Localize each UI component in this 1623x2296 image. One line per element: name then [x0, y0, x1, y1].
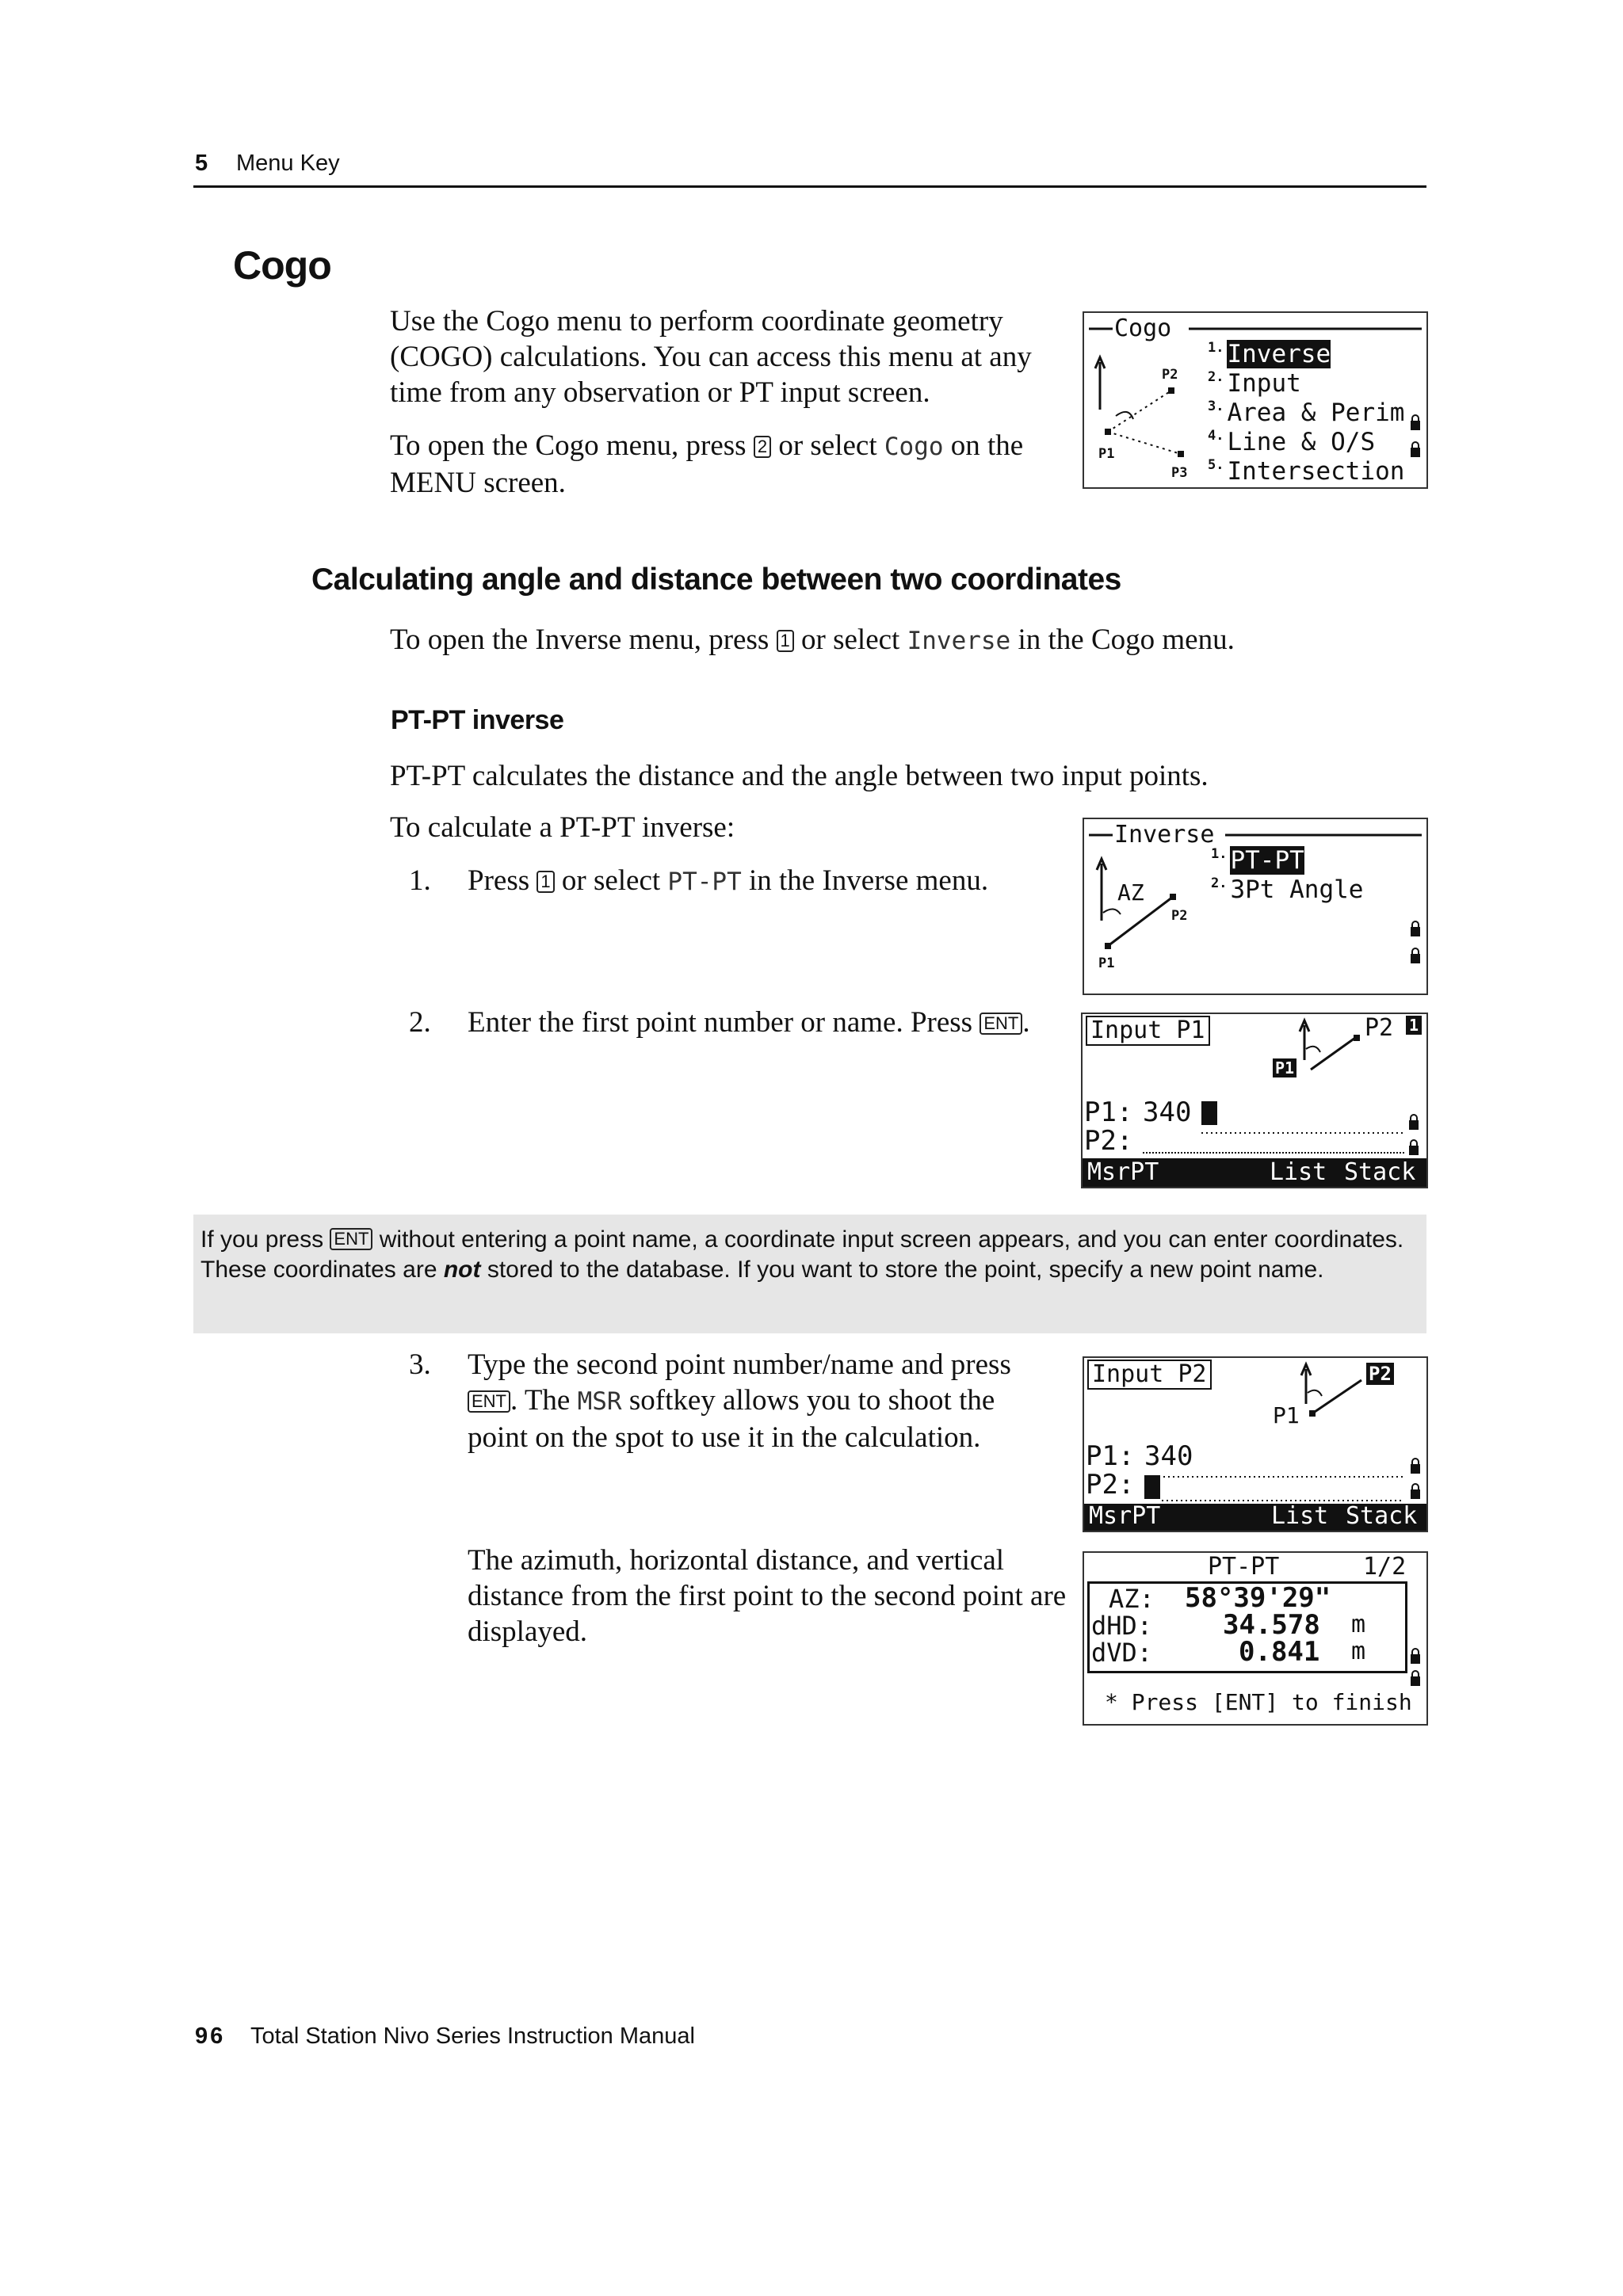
input-p1-screen	[1081, 1013, 1428, 1188]
menu-item-pt-pt[interactable]	[1211, 846, 1304, 875]
diagram-p1-label: P1	[1273, 1058, 1296, 1077]
item-label: 3Pt Angle	[1230, 875, 1364, 904]
ptpt-lead: To calculate a PT-PT inverse:	[390, 811, 735, 844]
text: stored to the database. If you want to store the point, specify a new point name.	[487, 1257, 1324, 1283]
softkey-msrpt[interactable]: MsrPT	[1089, 1502, 1161, 1530]
screen-title: PT-PT	[1208, 1553, 1280, 1581]
inverse-menu-screen	[1083, 818, 1428, 995]
item-number: 1.	[1211, 846, 1228, 862]
item-label: Intersection	[1227, 457, 1405, 486]
step-number: 2.	[409, 1006, 431, 1039]
screen-title: Input P2	[1087, 1360, 1212, 1390]
menu-code: Inverse	[907, 627, 1011, 655]
item-number: 3.	[1208, 399, 1224, 414]
softkey-stack[interactable]: Stack	[1344, 1158, 1416, 1186]
p2-field-label: P2:	[1084, 1125, 1133, 1157]
page-number: 96	[195, 2023, 226, 2049]
header-rule	[193, 185, 1426, 188]
text: If you press	[200, 1226, 324, 1253]
key-1: 1	[777, 630, 794, 652]
az-value: 58°39'29"	[1185, 1582, 1331, 1614]
menu-code: PT-PT	[667, 868, 742, 896]
menu-item-inverse[interactable]	[1208, 340, 1331, 368]
diagram-p2-label: P2	[1366, 1363, 1394, 1385]
dhd-label: dHD:	[1091, 1611, 1153, 1641]
p2-field[interactable]	[1143, 1152, 1404, 1154]
item-number: 5.	[1208, 457, 1224, 473]
ptpt-description: PT-PT calculates the distance and the angle between two input points.	[390, 760, 1209, 792]
item-number: 1.	[1208, 340, 1224, 356]
text: Type the second point number/name and press	[468, 1348, 1011, 1381]
step-number: 1.	[409, 864, 431, 897]
dvd-value: 0.841	[1239, 1636, 1320, 1668]
result-box	[1087, 1581, 1407, 1673]
page-badge: 1	[1406, 1016, 1422, 1035]
softkey-bar	[1084, 1504, 1426, 1531]
chapter-number: 5	[195, 151, 208, 176]
p1-label: P1	[1098, 446, 1115, 462]
softkey-code: MSR	[577, 1387, 622, 1416]
softkey-bar	[1083, 1158, 1426, 1187]
text: or select	[801, 624, 900, 656]
lock-icon	[1409, 1648, 1422, 1695]
ptpt-title: PT-PT inverse	[391, 705, 564, 735]
text: or select	[778, 429, 877, 462]
p1-label: P1	[1098, 955, 1115, 971]
chapter-title: Menu Key	[236, 151, 340, 176]
section-title: Cogo	[233, 243, 331, 288]
softkey-list[interactable]: List	[1271, 1502, 1329, 1530]
dvd-unit: m	[1351, 1638, 1366, 1665]
text: softkey allows you to shoot the point on the spot to use it in the calculation.	[468, 1384, 995, 1454]
menu-item-area-perim[interactable]	[1208, 399, 1404, 427]
text: in the Cogo menu.	[1018, 624, 1235, 656]
menu-code: Cogo	[884, 433, 944, 461]
key-1: 1	[537, 871, 554, 893]
intro-paragraph: Use the Cogo menu to perform coordinate geometry (COGO) calculations. You can access this menu at any time from any observation or PT input screen.	[390, 305, 1032, 409]
softkey-stack[interactable]: Stack	[1346, 1502, 1418, 1530]
item-label: Input	[1227, 369, 1301, 398]
input-p2-screen	[1083, 1356, 1428, 1532]
enter-key: ENT	[468, 1390, 510, 1413]
az-label: AZ:	[1109, 1584, 1155, 1614]
menu-item-intersection[interactable]	[1208, 457, 1404, 486]
item-label: PT-PT	[1230, 846, 1304, 875]
diagram-p2-label: P2	[1365, 1014, 1394, 1042]
item-label: Line & O/S	[1227, 428, 1376, 456]
lock-icon	[1409, 414, 1422, 462]
az-label: AZ	[1117, 879, 1144, 906]
item-number: 2.	[1211, 875, 1228, 891]
intro-open-paragraph	[390, 428, 1064, 501]
result-screen	[1083, 1551, 1428, 1726]
subsection-title: Calculating angle and distance between two coordinates	[311, 563, 1121, 597]
text: on the MENU screen.	[390, 429, 1024, 499]
result-description: The azimuth, horizontal distance, and vertical distance from the first point to the second point are displayed.	[468, 1544, 1067, 1648]
dhd-value: 34.578	[1223, 1609, 1320, 1641]
page-indicator: 1/2	[1363, 1553, 1407, 1581]
lock-icon	[1409, 921, 1422, 968]
enter-key: ENT	[980, 1013, 1022, 1035]
p2-label: P2	[1162, 367, 1178, 383]
cogo-menu-screen	[1083, 311, 1428, 489]
step-3-text	[468, 1347, 1054, 1455]
p2-field-label: P2:	[1086, 1469, 1135, 1501]
step-number: 3.	[409, 1348, 431, 1381]
text: To open the Inverse menu, press	[390, 624, 769, 656]
p3-label: P3	[1171, 465, 1188, 481]
text: . The	[510, 1384, 571, 1417]
item-label: Area & Perim	[1227, 399, 1405, 427]
p2-label: P2	[1171, 908, 1188, 924]
note-text	[200, 1225, 1413, 1285]
inverse-open-paragraph	[390, 622, 1420, 659]
item-number: 4.	[1208, 428, 1224, 444]
p1-field-value[interactable]: 340	[1143, 1097, 1192, 1128]
text: in the Inverse menu.	[749, 864, 989, 897]
softkey-list[interactable]: List	[1270, 1158, 1327, 1186]
lock-icon	[1409, 1458, 1422, 1505]
dhd-unit: m	[1351, 1611, 1366, 1638]
diagram-p1-label: P1	[1273, 1402, 1300, 1428]
p1-field-value[interactable]: 340	[1144, 1440, 1193, 1472]
text: To open the Cogo menu, press	[390, 429, 747, 462]
text: Press	[468, 864, 530, 897]
text: or select	[561, 864, 661, 897]
key-2: 2	[754, 436, 771, 458]
step-1-text	[468, 863, 1070, 900]
emphasis: not	[443, 1257, 481, 1283]
manual-title: Total Station Nivo Series Instruction Manual	[250, 2023, 695, 2049]
p1-field-label: P1:	[1084, 1097, 1133, 1128]
enter-key: ENT	[330, 1228, 372, 1250]
finish-hint: * Press [ENT] to finish	[1105, 1689, 1412, 1715]
screen-title: Inverse	[1114, 821, 1215, 849]
menu-item-3pt-angle[interactable]	[1211, 875, 1363, 904]
dvd-label: dVD:	[1091, 1638, 1153, 1668]
menu-item-line-os[interactable]	[1208, 428, 1375, 456]
screen-title: Cogo	[1114, 315, 1172, 342]
text: Enter the first point number or name. Press	[468, 1006, 973, 1039]
item-number: 2.	[1208, 369, 1224, 385]
text: without entering a point name, a coordinate input screen appears, and you can enter coordinates. These coordinates are	[200, 1226, 1404, 1283]
step-2-text	[468, 1005, 1078, 1040]
text: .	[1022, 1006, 1030, 1039]
lock-icon	[1407, 1114, 1420, 1161]
item-label: Inverse	[1227, 340, 1331, 368]
softkey-msrpt[interactable]: MsrPT	[1087, 1158, 1159, 1186]
menu-item-input[interactable]	[1208, 369, 1301, 398]
p1-field-label: P1:	[1086, 1440, 1135, 1472]
screen-title: Input P1	[1086, 1016, 1210, 1046]
